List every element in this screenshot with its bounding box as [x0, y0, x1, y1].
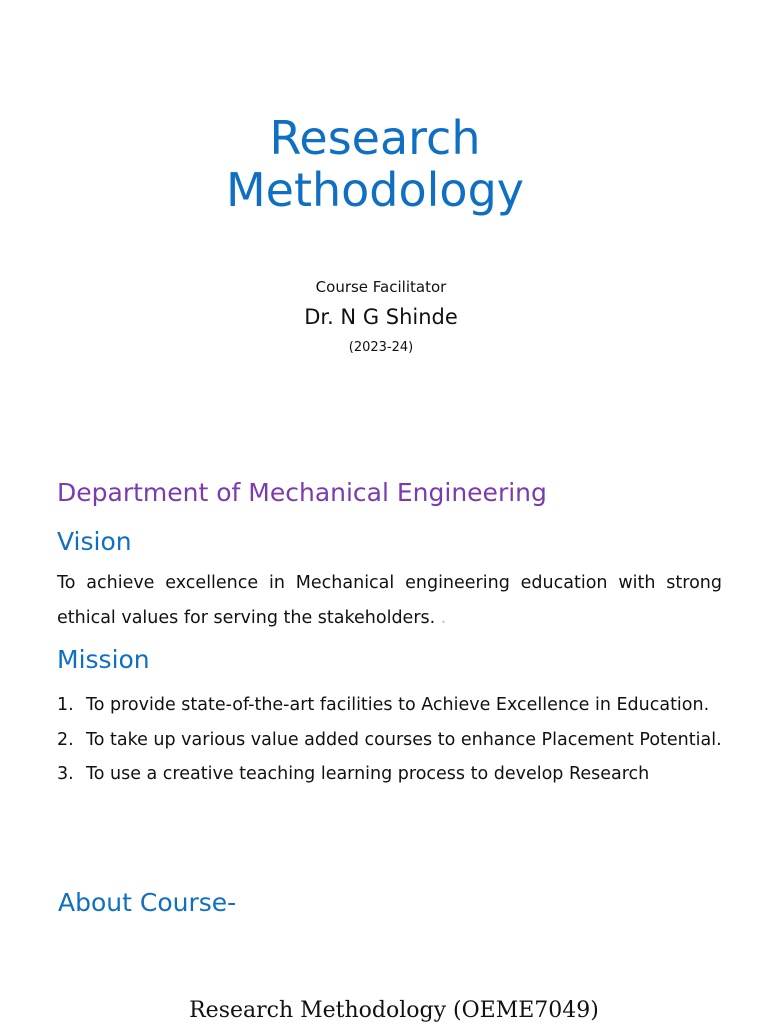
- vision-trailing-mark: .: [440, 608, 447, 628]
- mission-item: [57, 688, 722, 723]
- mission-item-text: To use a creative teaching learning process to develop Research: [86, 764, 650, 784]
- mission-item-number: 2.: [57, 729, 74, 750]
- facilitator-label: Course Facilitator: [315, 278, 447, 296]
- vision-heading: Vision: [57, 527, 132, 556]
- facilitator-name: Dr. N G Shinde: [304, 305, 458, 329]
- mission-item: [57, 757, 722, 792]
- title-line-1: Research: [269, 111, 481, 165]
- academic-year: (2023-24): [348, 340, 414, 355]
- course-code-caption: Research Methodology (OEME7049): [189, 998, 599, 1023]
- mission-item-number: 3.: [57, 764, 74, 784]
- mission-heading: Mission: [57, 645, 150, 674]
- mission-list: [57, 688, 722, 792]
- mission-item-number: 1.: [57, 695, 74, 715]
- title-line-2: Methodology: [225, 163, 524, 217]
- document-title: [0, 112, 750, 216]
- department-heading: Department of Mechanical Engineering: [57, 478, 547, 507]
- mission-item: [57, 723, 722, 758]
- mission-item-text: To take up various value added courses to enhance Placement Potential.: [86, 729, 722, 750]
- vision-text: To achieve excellence in Mechanical engineering education with strong ethical values for serving the stakeholders.: [57, 573, 722, 628]
- about-course-heading: About Course-: [58, 888, 237, 917]
- vision-paragraph: [57, 566, 722, 636]
- mission-item-text: To provide state-of-the-art facilities to Achieve Excellence in Education.: [86, 695, 710, 715]
